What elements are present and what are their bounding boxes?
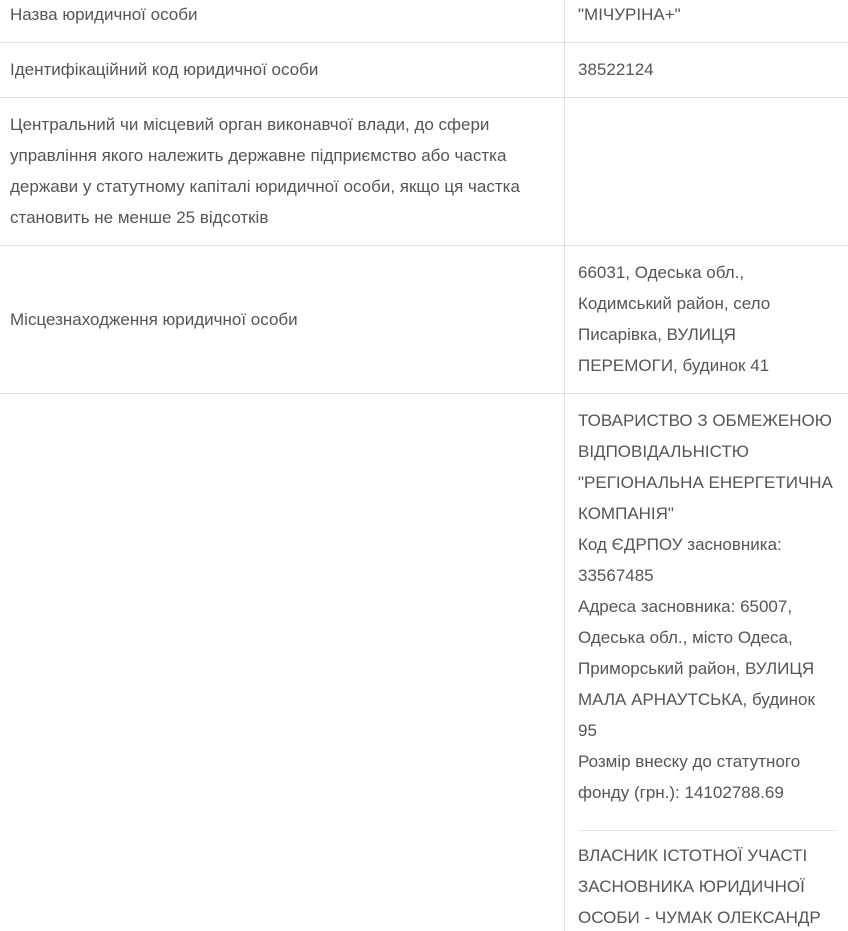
table-row-location [0, 246, 848, 394]
label-code: Ідентифікаційний код юридичної особи [0, 43, 565, 98]
label-location: Місцезнаходження юридичної особи [0, 246, 565, 394]
founder-1-code: Код ЄДРПОУ засновника: 33567485 [578, 535, 782, 585]
value-code: 38522124 [565, 43, 848, 98]
table-row-authority [0, 98, 848, 246]
table-row-name [0, 0, 848, 43]
founder-1-contribution: Розмір внеску до статутного фонду (грн.): 14102788.69 [578, 752, 801, 802]
founder-entry-1 [578, 405, 836, 818]
value-authority [565, 98, 848, 246]
founder-1-address: Адреса засновника: 65007, Одеська обл., місто Одеса, Приморський район, ВУЛИЦЯ МАЛА АРНАУТСЬКА, будинок 95 [578, 597, 815, 740]
table-row-founders [0, 394, 848, 931]
founder-entry-2 [578, 830, 836, 931]
value-location: 66031, Одеська обл., Кодимський район, село Писарівка, ВУЛИЦЯ ПЕРЕМОГИ, будинок 41 [565, 246, 848, 394]
value-founders [565, 394, 848, 931]
label-authority: Центральний чи місцевий орган виконавчої влади, до сфери управління якого належить державне підприємство або частка держави у статутному капіталі юридичної особи, якщо ця частка становить не менше 25 відсотків [0, 98, 565, 246]
founder-2-name: ВЛАСНИК ІСТОТНОЇ УЧАСТІ ЗАСНОВНИКА ЮРИДИЧНОЇ ОСОБИ - ЧУМАК ОЛЕКСАНДР [578, 846, 821, 927]
table-row-code [0, 43, 848, 98]
founder-1-name: ТОВАРИСТВО З ОБМЕЖЕНОЮ ВІДПОВІДАЛЬНІСТЮ "РЕГІОНАЛЬНА ЕНЕРГЕТИЧНА КОМПАНІЯ" [578, 411, 833, 523]
value-name: "МІЧУРІНА+" [565, 0, 848, 43]
label-name: Назва юридичної особи [0, 0, 565, 43]
label-founders [0, 394, 565, 931]
